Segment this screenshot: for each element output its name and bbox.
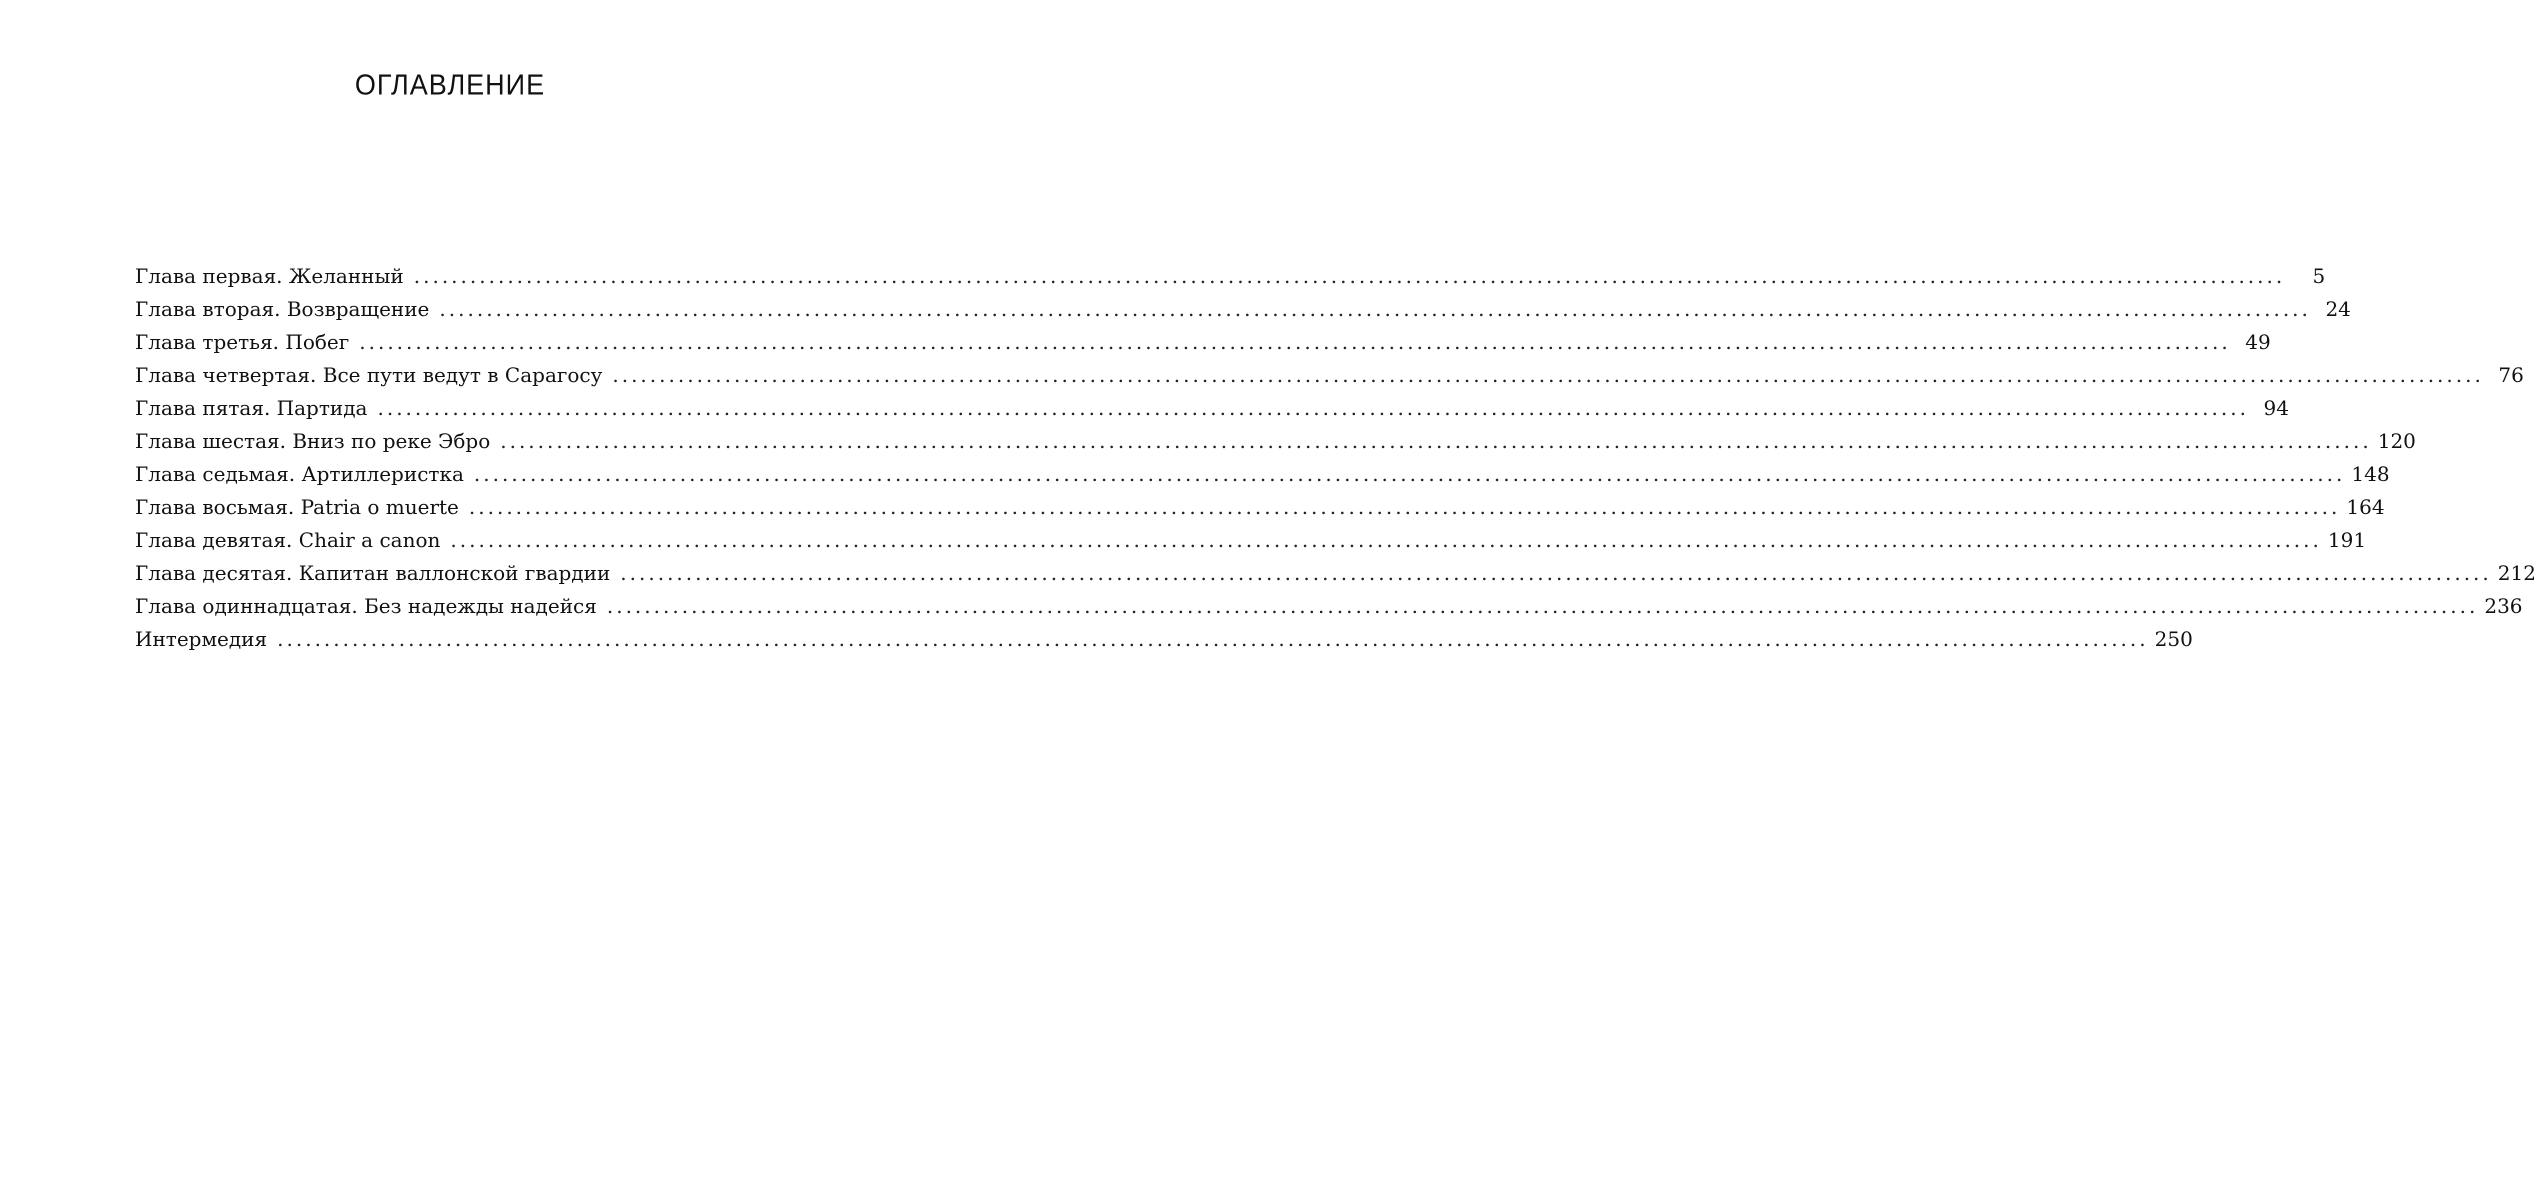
toc-entry [135, 491, 2385, 524]
toc-entry-page: 120 [2377, 429, 2416, 453]
toc-entry-page: 76 [2498, 363, 2524, 387]
toc-entry-title: Глава десятая. Капитан валлонской гвардии [135, 561, 611, 585]
toc-leader-dots: ........................................................................................................................................................................................................ [413, 264, 2286, 288]
toc-leader-dots: ........................................................................................................................................................................................................ [359, 330, 2231, 354]
toc-leader-dots: ........................................................................................................................................................................................................ [473, 462, 2346, 486]
toc-entry [135, 590, 2523, 623]
toc-leader-dots: ........................................................................................................................................................................................................ [612, 363, 2484, 387]
page-title: ОГЛАВЛЕНИЕ [354, 69, 546, 101]
toc-entry [135, 524, 2367, 557]
toc-entry [135, 260, 2326, 293]
toc-entry-page: 24 [2325, 297, 2351, 321]
toc-entry-page: 236 [2484, 594, 2523, 618]
toc-leader-dots: ........................................................................................................................................................................................................ [468, 495, 2341, 519]
toc-entry-title: Интермедия [135, 627, 268, 651]
toc-entry-page: 191 [2327, 528, 2367, 552]
toc-entry-title: Глава девятая. Chair a canon [135, 528, 441, 552]
toc-leader-dots: ........................................................................................................................................................................................................ [500, 429, 2372, 453]
table-of-contents [135, 260, 2536, 656]
toc-entry-page: 49 [2245, 330, 2271, 354]
toc-entry [135, 458, 2390, 491]
toc-entry-page: 148 [2351, 462, 2390, 486]
toc-entry-title: Глава пятая. Партида [135, 396, 368, 420]
toc-entry-title: Глава четвертая. Все пути ведут в Сарагосу [135, 363, 603, 387]
toc-entry-title: Глава вторая. Возвращение [135, 297, 430, 321]
toc-entry-page: 94 [2263, 396, 2289, 420]
toc-leader-dots: ........................................................................................................................................................................................................ [277, 627, 2149, 651]
toc-leader-dots: ........................................................................................................................................................................................................ [620, 561, 2492, 585]
toc-leader-dots: ........................................................................................................................................................................................................ [439, 297, 2311, 321]
toc-entry-title: Глава шестая. Вниз по реке Эбро [135, 429, 491, 453]
toc-entry-title: Глава восьмая. Patria o muerte [135, 495, 459, 519]
toc-entry-title: Глава первая. Желанный [135, 264, 404, 288]
toc-entry-page: 164 [2346, 495, 2385, 519]
toc-entry-title: Глава одиннадцатая. Без надежды надейся [135, 594, 597, 618]
toc-entry [135, 623, 2193, 656]
toc-entry [135, 359, 2524, 392]
toc-entry [135, 392, 2289, 425]
toc-entry-page: 212 [2497, 561, 2536, 585]
toc-leader-dots: ........................................................................................................................................................................................................ [377, 396, 2249, 420]
toc-entry [135, 557, 2536, 590]
toc-entry [135, 326, 2271, 359]
toc-entry [135, 425, 2416, 458]
toc-leader-dots: ........................................................................................................................................................................................................ [606, 594, 2479, 618]
toc-entry [135, 293, 2351, 326]
toc-leader-dots: ........................................................................................................................................................................................................ [450, 528, 2322, 552]
toc-entry-title: Глава третья. Побег [135, 330, 350, 354]
toc-entry-page: 5 [2312, 264, 2326, 288]
toc-entry-title: Глава седьмая. Артиллеристка [135, 462, 464, 486]
toc-entry-page: 250 [2154, 627, 2193, 651]
